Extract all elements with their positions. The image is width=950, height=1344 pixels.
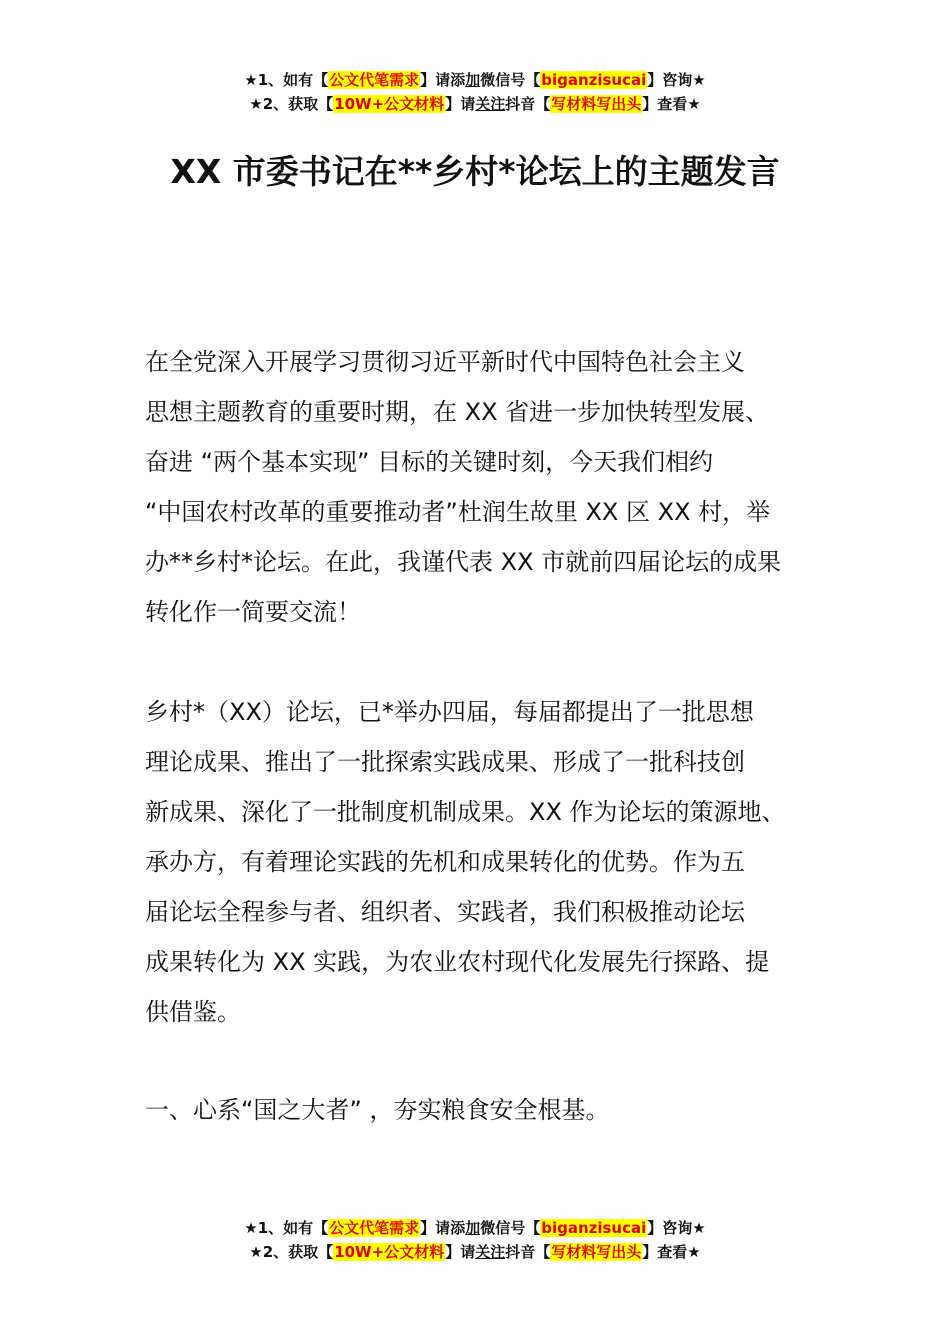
banner-text: 】查看★	[642, 1243, 701, 1261]
paragraph-line: 届论坛全程参与者、组织者、实践者，我们积极推动论坛	[145, 898, 745, 926]
banner-text: ★2、获取【	[249, 95, 334, 113]
paragraph-line: 成果转化为 XX 实践，为农业农村现代化发展先行探路、提	[145, 948, 770, 976]
banner-text: 】请添	[420, 1219, 466, 1237]
banner-line-2	[0, 92, 950, 116]
banner-text: 微信号【	[480, 1219, 541, 1237]
banner-text: 抖音【	[505, 1243, 551, 1261]
paragraph-line: 承办方，有着理论实践的先机和成果转化的优势。作为五	[145, 848, 745, 876]
banner-highlight: 10W+公文材料	[334, 95, 445, 113]
document-title: XX 市委书记在**乡村*论坛上的主题发言	[170, 152, 780, 191]
paragraph-line: 乡村*（XX）论坛，已*举办四届，每届都提出了一批思想	[145, 698, 754, 726]
paragraph-line: 理论成果、推出了一批探索实践成果、形成了一批科技创	[145, 748, 745, 776]
paragraph-line: 奋进 “两个基本实现” 目标的关键时刻，今天我们相约	[145, 448, 714, 476]
banner-line-1	[0, 68, 950, 92]
banner-underline: 加	[465, 1219, 481, 1237]
banner-highlight: 10W+公文材料	[334, 1243, 445, 1261]
banner-highlight: 写材料写出头	[551, 95, 642, 113]
header-banner	[0, 68, 950, 116]
section-heading-text: 一、心系“国之大者” ，夯实粮食安全根基。	[145, 1096, 610, 1124]
paragraph-line: 在全党深入开展学习贯彻习近平新时代中国特色社会主义	[145, 348, 745, 376]
paragraph-2	[145, 687, 815, 1037]
paragraph-1	[145, 337, 815, 637]
banner-highlight: 公文代笔需求	[329, 1219, 420, 1237]
paragraph-line: 供借鉴。	[145, 998, 241, 1026]
paragraph-line: 思想主题教育的重要时期，在 XX 省进一步加快转型发展、	[145, 398, 770, 426]
paragraph-line: 办**乡村*论坛。在此，我谨代表 XX 市就前四届论坛的成果	[145, 548, 782, 576]
banner-underline: 关注	[475, 1243, 506, 1261]
banner-underline: 关注	[475, 95, 506, 113]
paragraph-line: “中国农村改革的重要推动者”杜润生故里 XX 区 XX 村，举	[145, 498, 771, 526]
banner-text: ★2、获取【	[249, 1243, 334, 1261]
banner-highlight: biganzisucai	[541, 71, 647, 89]
banner-highlight: 写材料写出头	[551, 1243, 642, 1261]
banner-text: 】查看★	[642, 95, 701, 113]
banner-text: ★1、如有【	[244, 71, 329, 89]
banner-text: 】咨询★	[647, 1219, 706, 1237]
paragraph-line: 转化作一简要交流！	[145, 598, 361, 626]
banner-text: 】请添	[420, 71, 466, 89]
banner-line-1	[0, 1216, 950, 1240]
banner-text: 】请	[445, 95, 476, 113]
banner-underline: 加	[465, 71, 481, 89]
banner-highlight: biganzisucai	[541, 1219, 647, 1237]
banner-line-2	[0, 1240, 950, 1264]
banner-text: 】请	[445, 1243, 476, 1261]
banner-highlight: 公文代笔需求	[329, 71, 420, 89]
banner-text: ★1、如有【	[244, 1219, 329, 1237]
footer-banner	[0, 1216, 950, 1264]
banner-text: 抖音【	[505, 95, 551, 113]
banner-text: 微信号【	[480, 71, 541, 89]
section-heading-1	[145, 1085, 815, 1135]
banner-text: 】咨询★	[647, 71, 706, 89]
paragraph-line: 新成果、深化了一批制度机制成果。XX 作为论坛的策源地、	[145, 798, 786, 826]
